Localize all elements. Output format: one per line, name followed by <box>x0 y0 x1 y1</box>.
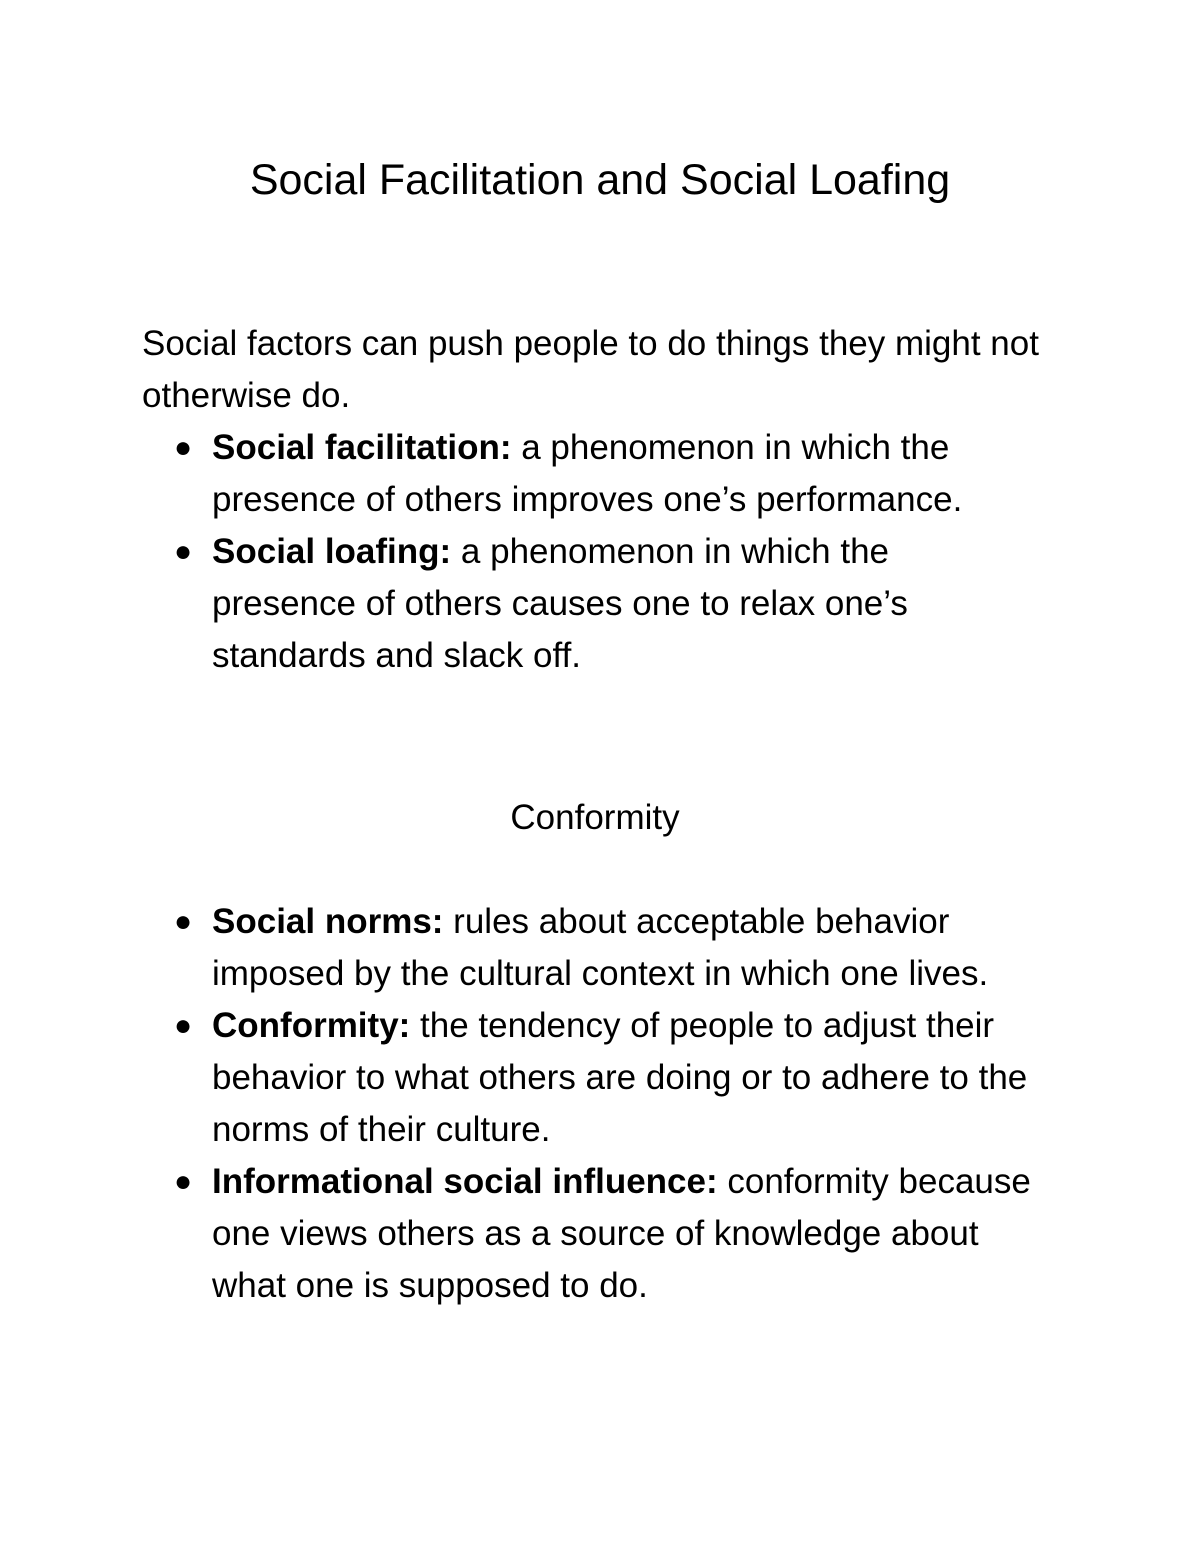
bullet-list-social-influence <box>0 422 1042 682</box>
intro-paragraph: Social factors can push people to do things they might not otherwise do. <box>142 324 1039 415</box>
term-label: Informational social influence: <box>212 1162 718 1201</box>
term-label: Conformity: <box>212 1006 411 1045</box>
bullet-icon: ● <box>174 1165 193 1198</box>
term-definition: conformity because one views others as a source of knowledge about what one is supposed to do. <box>212 1162 1031 1305</box>
term-label: Social norms: <box>212 902 444 941</box>
list-item <box>0 526 1042 682</box>
term-label: Social loafing: <box>212 532 452 571</box>
list-item <box>0 896 1042 1000</box>
bullet-icon: ● <box>174 1009 193 1042</box>
page-title: Social Facilitation and Social Loafing <box>249 156 951 204</box>
term-definition: the tendency of people to adjust their behavior to what others are doing or to adhere to the norms of their culture. <box>212 1006 1028 1149</box>
list-item <box>0 1000 1042 1156</box>
term-definition: a phenomenon in which the presence of others improves one’s performance. <box>212 428 963 519</box>
bullet-icon: ● <box>174 905 193 938</box>
bullet-list-conformity <box>0 896 1042 1312</box>
bullet-icon: ● <box>174 535 193 568</box>
list-item <box>0 422 1042 526</box>
term-definition: a phenomenon in which the presence of others causes one to relax one’s standards and slack off. <box>212 532 908 675</box>
bullet-icon: ● <box>174 431 193 464</box>
section-heading-conformity: Conformity <box>510 798 680 837</box>
term-label: Social facilitation: <box>212 428 512 467</box>
list-item <box>0 1156 1042 1312</box>
term-definition: rules about acceptable behavior imposed by the cultural context in which one lives. <box>212 902 989 993</box>
